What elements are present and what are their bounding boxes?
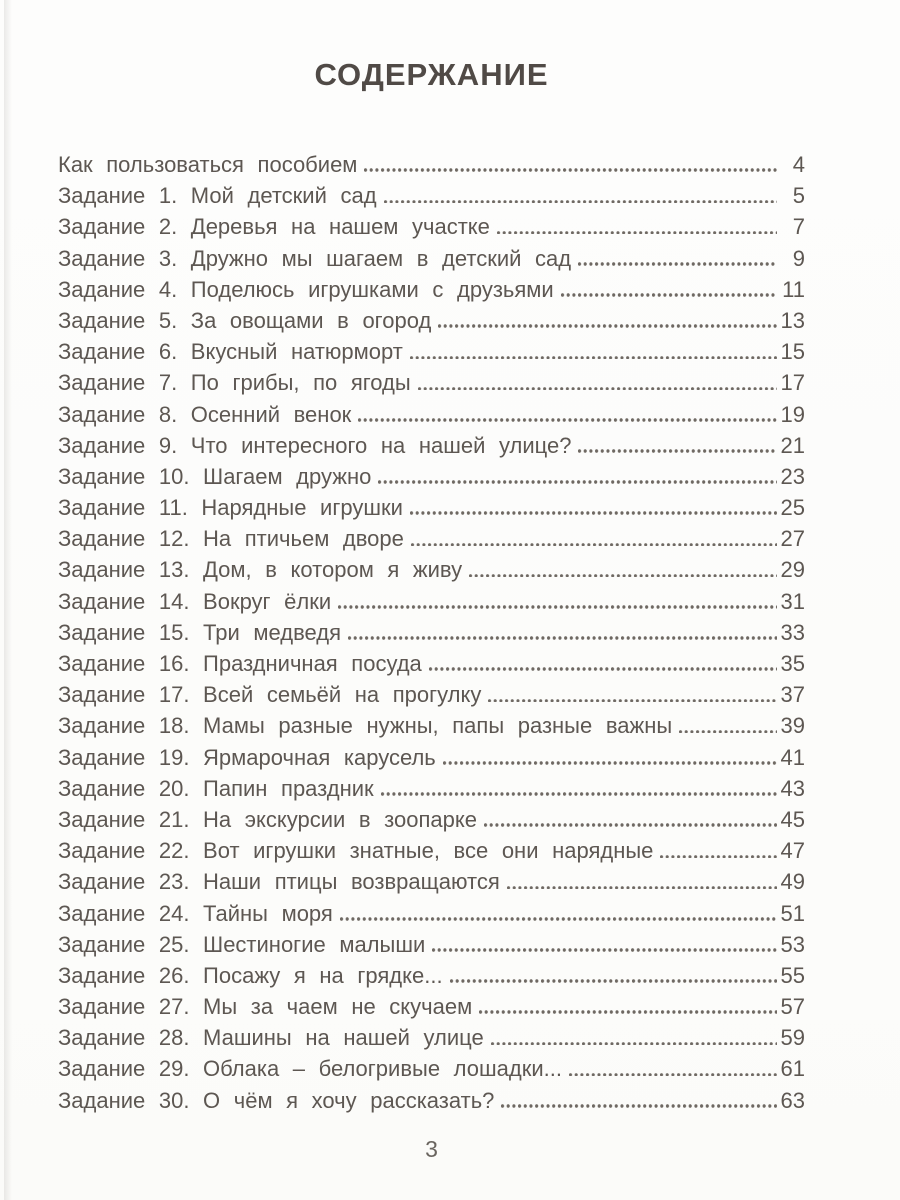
toc-entry-page: 29 <box>780 557 805 583</box>
toc-entry <box>58 1022 805 1053</box>
dot-leader <box>438 324 777 328</box>
toc-entry-page: 51 <box>780 900 805 926</box>
toc-entry-label: Задание 6. Вкусный натюрморт <box>58 339 403 365</box>
toc-entry-label: Задание 23. Наши птицы возвращаются <box>58 869 500 895</box>
toc-entry-label: Задание 5. За овощами в огород <box>58 307 432 333</box>
dot-leader <box>364 168 777 172</box>
toc-entry-label: Задание 24. Тайны моря <box>58 900 333 926</box>
toc-entry-page: 15 <box>780 339 805 365</box>
toc-entry-page: 9 <box>792 245 805 271</box>
toc-entry <box>58 1085 805 1116</box>
toc-entry <box>58 243 805 274</box>
toc-entry-page: 11 <box>782 276 805 302</box>
toc-entry <box>58 399 805 430</box>
dot-leader <box>338 605 777 609</box>
toc-entry <box>58 149 805 180</box>
toc-entry-page: 17 <box>780 370 805 396</box>
toc-entry-page: 63 <box>780 1087 805 1113</box>
page-title: СОДЕРЖАНИЕ <box>314 57 549 92</box>
toc-entry-label: Задание 3. Дружно мы шагаем в детский сад <box>58 245 572 271</box>
toc-entry-label: Задание 27. Мы за чаем не скучаем <box>58 994 473 1020</box>
toc-entry <box>58 180 805 211</box>
toc-entry <box>58 866 805 897</box>
toc-entry-label: Задание 21. На экскурсии в зоопарке <box>58 806 477 832</box>
dot-leader <box>491 1042 777 1046</box>
toc-entry-label: Задание 12. На птичьем дворе <box>58 526 404 552</box>
toc-entry-label: Задание 17. Всей семьёй на прогулку <box>58 682 482 708</box>
toc-entry-label: Задание 7. По грибы, по ягоды <box>58 370 411 396</box>
toc-entry-page: 39 <box>780 713 805 739</box>
dot-leader <box>569 1073 777 1077</box>
toc-entry-label: Задание 18. Мамы разные нужны, папы разные важны <box>58 713 673 739</box>
toc-entry-page: 23 <box>780 463 805 489</box>
dot-leader <box>340 917 777 921</box>
toc-entry-page: 35 <box>780 651 805 676</box>
toc-list <box>58 149 805 1116</box>
dot-leader <box>411 543 777 547</box>
toc-entry <box>58 898 805 929</box>
toc-entry-page: 41 <box>780 744 805 770</box>
dot-leader <box>501 1104 777 1108</box>
dot-leader <box>660 855 777 859</box>
dot-leader <box>418 387 777 391</box>
toc-entry-label: Задание 15. Три медведя <box>58 619 342 645</box>
toc-entry-label: Задание 20. Папин праздник <box>58 775 374 801</box>
toc-entry-label: Как пользоваться пособием <box>58 152 358 177</box>
toc-entry-label: Задание 26. Посажу я на грядке... <box>58 962 443 988</box>
toc-entry-page: 59 <box>780 1025 805 1051</box>
toc-entry-page: 47 <box>780 838 805 864</box>
toc-entry <box>58 929 805 960</box>
toc-entry-page: 61 <box>780 1056 805 1082</box>
toc-entry-label: Задание 8. Осенний венок <box>58 401 352 427</box>
toc-entry-page: 13 <box>780 307 805 333</box>
toc-entry <box>58 710 805 741</box>
dot-leader <box>497 231 777 235</box>
toc-entry-page: 19 <box>780 401 805 427</box>
toc-entry-label: Задание 4. Поделюсь игрушками с друзьями <box>58 276 554 302</box>
toc-entry <box>58 804 805 835</box>
dot-leader <box>381 792 777 796</box>
toc-entry-page: 31 <box>780 588 805 614</box>
dot-leader <box>348 636 777 640</box>
toc-entry-label: Задание 2. Деревья на нашем участке <box>58 214 490 240</box>
toc-entry <box>58 305 805 336</box>
toc-entry-label: Задание 19. Ярмарочная карусель <box>58 744 436 770</box>
toc-entry-page: 27 <box>780 526 805 552</box>
dot-leader <box>432 948 777 952</box>
toc-entry-page: 25 <box>780 495 805 521</box>
toc-entry-label: Задание 25. Шестиногие малыши <box>58 931 426 957</box>
toc-entry <box>58 1053 805 1084</box>
toc-entry-page: 5 <box>792 183 805 209</box>
dot-leader <box>358 418 777 422</box>
dot-leader <box>410 356 777 360</box>
toc-entry-page: 21 <box>780 432 805 458</box>
dot-leader <box>469 574 777 578</box>
dot-leader <box>450 979 777 983</box>
toc-entry <box>58 430 805 461</box>
toc-entry-page: 45 <box>780 806 805 832</box>
toc-entry-page: 55 <box>780 962 805 988</box>
dot-leader <box>429 667 777 671</box>
toc-entry-label: Задание 14. Вокруг ёлки <box>58 588 332 614</box>
toc-entry <box>58 367 805 398</box>
toc-entry <box>58 835 805 866</box>
toc-entry-page: 37 <box>780 682 805 708</box>
toc-entry-page: 7 <box>792 214 805 240</box>
toc-entry <box>58 274 805 305</box>
toc-entry <box>58 554 805 585</box>
toc-entry-label: Задание 30. О чём я хочу рассказать? <box>58 1087 495 1113</box>
toc-entry-label: Задание 22. Вот игрушки знатные, все они нарядные <box>58 838 654 864</box>
toc-entry-label: Задание 13. Дом, в котором я живу <box>58 557 463 583</box>
toc-entry <box>58 742 805 773</box>
toc-entry-page: 43 <box>780 775 805 801</box>
toc-entry <box>58 991 805 1022</box>
toc-entry <box>58 960 805 991</box>
dot-leader <box>484 823 777 827</box>
dot-leader <box>679 730 777 734</box>
toc-entry <box>58 679 805 710</box>
toc-entry <box>58 617 805 648</box>
toc-entry-page: 4 <box>792 152 805 177</box>
toc-entry-label: Задание 11. Нарядные игрушки <box>58 495 403 521</box>
dot-leader <box>378 480 777 484</box>
toc-entry <box>58 586 805 617</box>
toc-entry-page: 57 <box>780 994 805 1020</box>
toc-entry <box>58 461 805 492</box>
page-number: 3 <box>425 1135 438 1162</box>
toc-entry-page: 53 <box>780 931 805 957</box>
toc-entry-label: Задание 1. Мой детский сад <box>58 183 377 209</box>
dot-leader <box>479 1010 777 1014</box>
toc-entry <box>58 211 805 242</box>
dot-leader <box>443 761 777 765</box>
toc-entry-label: Задание 10. Шагаем дружно <box>58 463 372 489</box>
dot-leader <box>488 699 777 703</box>
toc-entry <box>58 523 805 554</box>
toc-entry-label: Задание 28. Машины на нашей улице <box>58 1025 484 1051</box>
dot-leader <box>507 886 777 890</box>
toc-entry <box>58 492 805 523</box>
dot-leader <box>578 262 777 266</box>
toc-entry <box>58 773 805 804</box>
toc-entry-label: Задание 29. Облака – белогривые лошадки... <box>58 1056 562 1082</box>
dot-leader <box>578 449 777 453</box>
spine-shadow <box>4 0 12 1200</box>
toc-entry <box>58 648 805 679</box>
dot-leader <box>561 293 777 297</box>
toc-entry <box>58 336 805 367</box>
toc-entry-page: 33 <box>780 619 805 645</box>
toc-entry-page: 49 <box>780 869 805 895</box>
toc-entry-label: Задание 16. Праздничная посуда <box>58 651 422 676</box>
dot-leader <box>384 200 777 204</box>
dot-leader <box>410 511 777 515</box>
toc-entry-label: Задание 9. Что интересного на нашей улице? <box>58 432 572 458</box>
